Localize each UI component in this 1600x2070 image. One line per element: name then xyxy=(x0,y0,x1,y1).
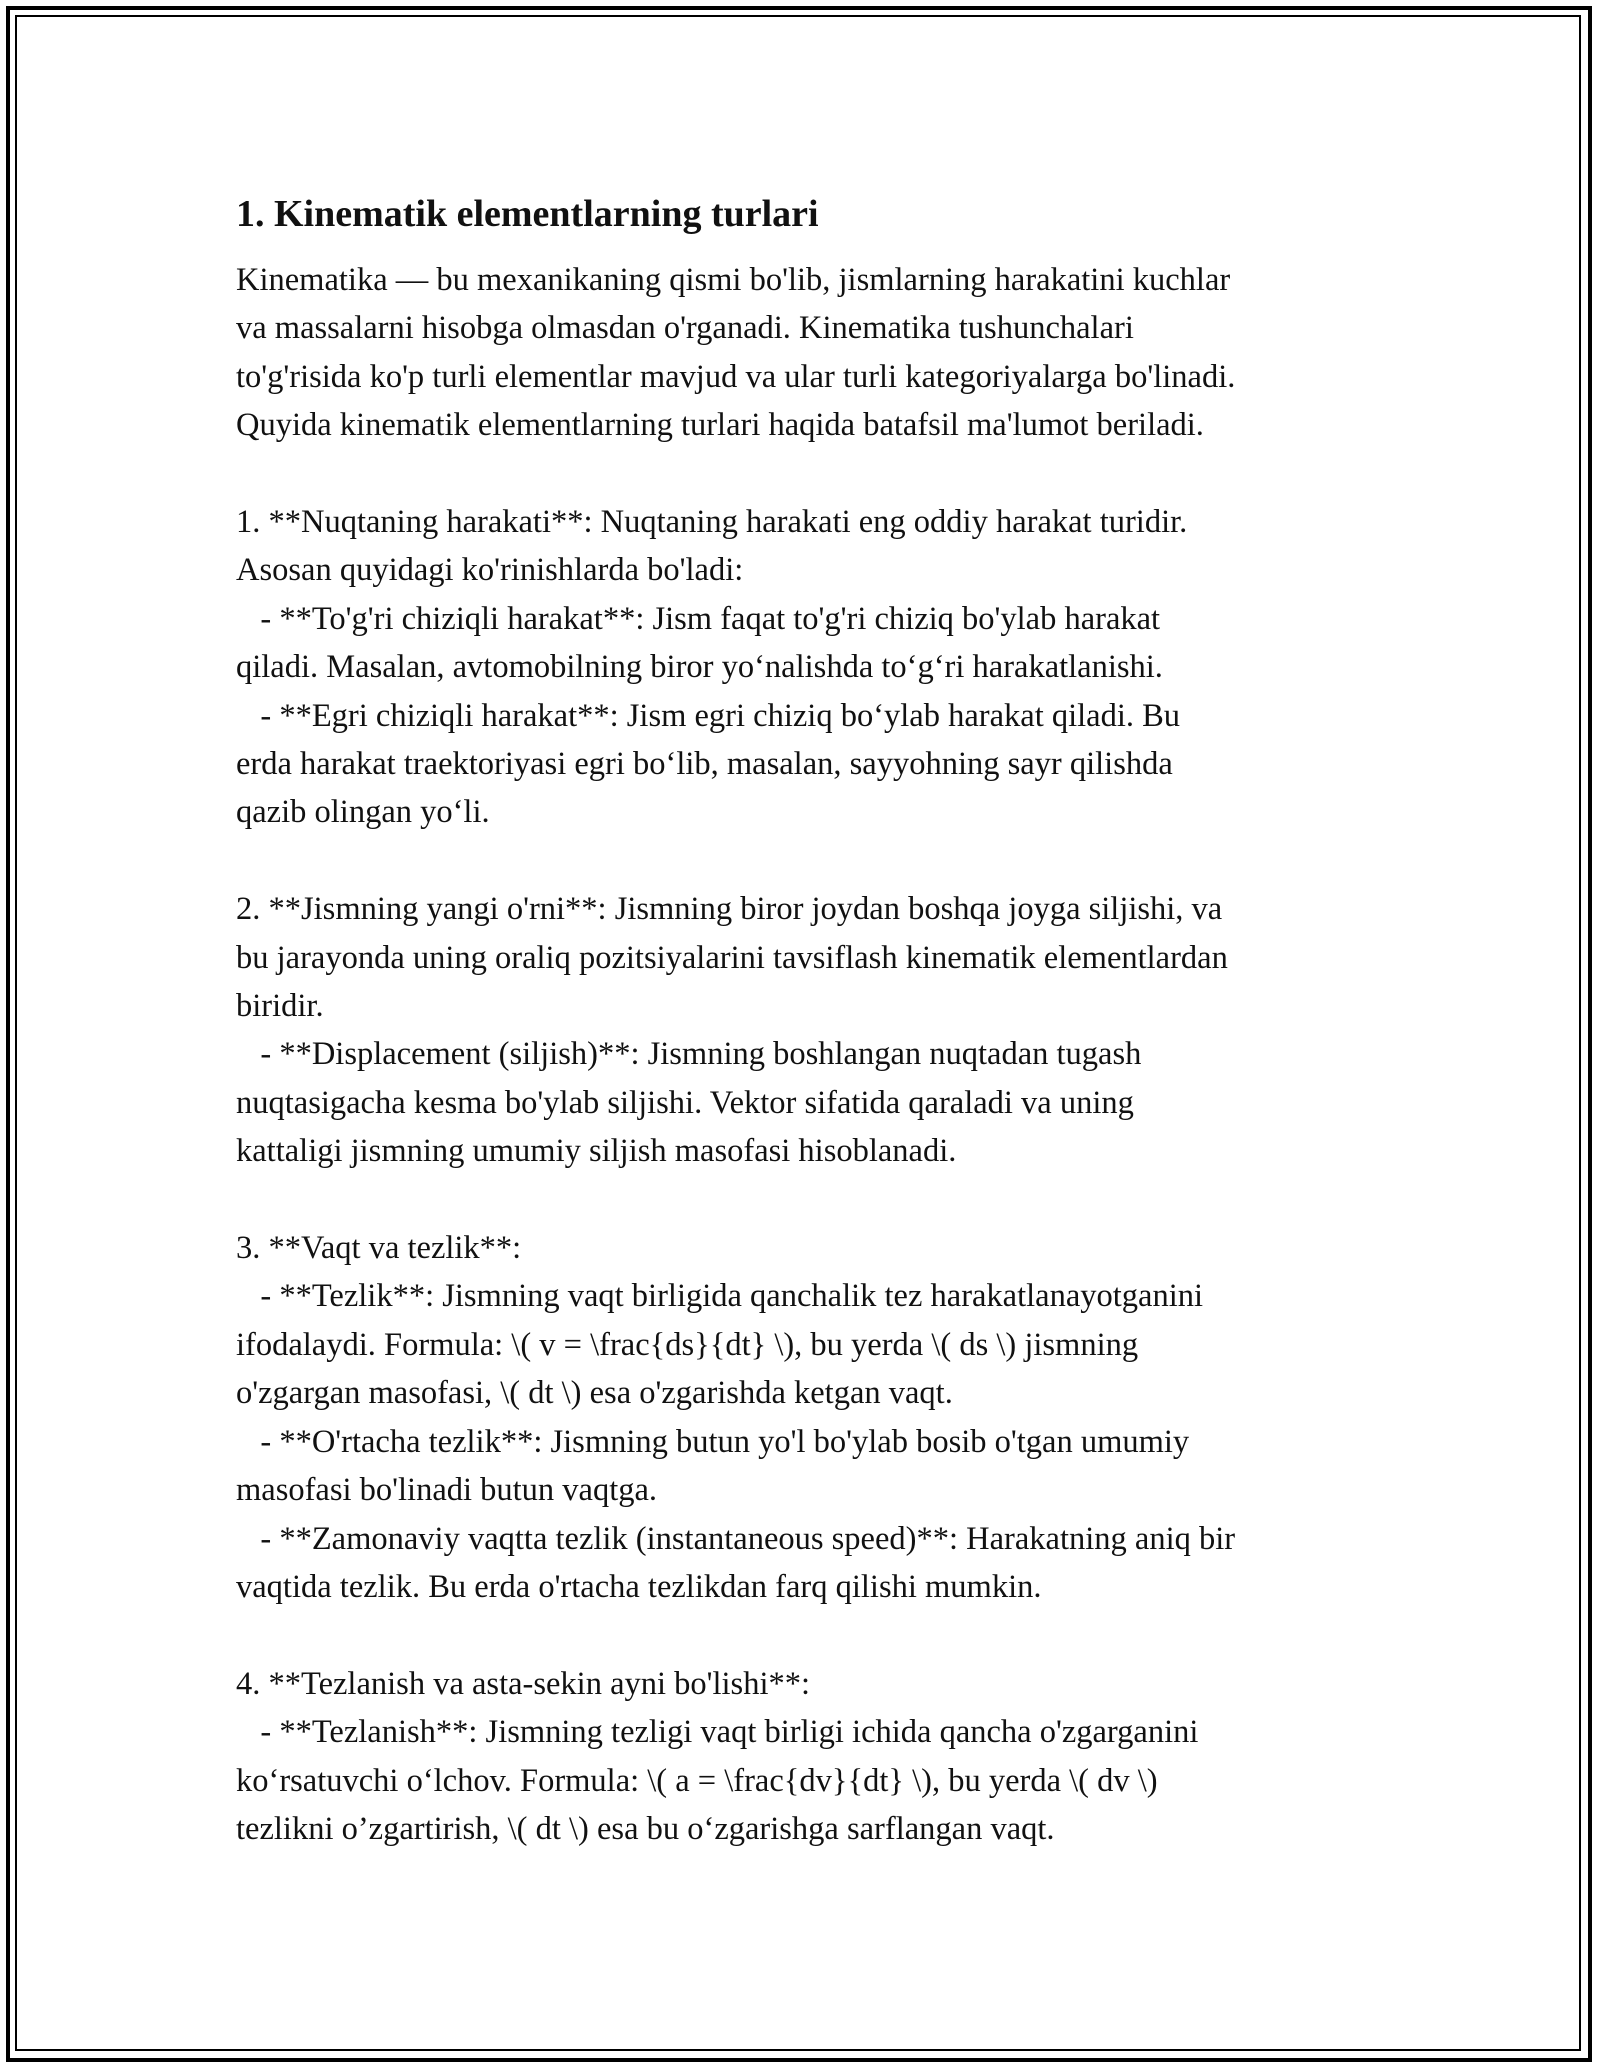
section-new-position: 2. **Jismning yangi o'rni**: Jismning biror joydan boshqa joyga siljishi, va bu jarayonda uning oraliq pozitsiyalarini tavsiflash kinematik elementlardan biridir. - **Displacement (siljish)**: Jismning boshlangan nuqtadan tugash nuqtasigacha kesma bo'ylab siljishi. Vektor sifatida qaraladi va uning kattaligi jismning umumiy siljish masofasi hisoblanadi. xyxy=(236,891,1228,1170)
intro-paragraph: Kinematika — bu mexanikaning qismi bo'lib, jismlarning harakatini kuchlar va massalarni hisobga olmasdan o'rganadi. Kinematika tushunchalari to'g'risida ko'p turli elementlar mavjud va ular turli kategoriyalarga bo'linadi. Quyida kinematik elementlarning turlari haqida batafsil ma'lumot beriladi. xyxy=(236,262,1236,444)
document-heading: 1. Kinematik elementlarning turlari xyxy=(236,193,819,235)
section-time-and-speed: 3. **Vaqt va tezlik**: - **Tezlik**: Jismning vaqt birligida qanchalik tez harakatlanayotganini ifodalaydi. Formula: \( v = \frac{ds}{dt} \), bu yerda \( ds \) jismning o'zgargan masofasi, \( dt \) esa o'zgarishda ketgan vaqt. - **O'rtacha tezlik**: Jismning butun yo'l bo'ylab bosib o'tgan umumiy masofasi bo'linadi butun vaqtga. - **Zamonaviy vaqtta tezlik (instantaneous speed)**: Harakatning aniq bir vaqtida tezlik. Bu erda o'rtacha tezlikdan farq qilishi mumkin. xyxy=(236,1230,1236,1605)
section-point-motion: 1. **Nuqtaning harakati**: Nuqtaning harakati eng oddiy harakat turidir. Asosan quyidagi ko'rinishlarda bo'ladi: - **To'g'ri chiziqli harakat**: Jism faqat to'g'ri chiziq bo'ylab harakat qiladi. Masalan, avtomobilning biror yo‘nalishda to‘g‘ri harakatlanishi. - **Egri chiziqli harakat**: Jism egri chiziq bo‘ylab harakat qiladi. Bu erda harakat traektoriyasi egri bo‘lib, masalan, sayyohning sayr qilishda qazib olingan yo‘li. xyxy=(236,504,1188,831)
section-acceleration: 4. **Tezlanish va asta-sekin ayni bo'lishi**: - **Tezlanish**: Jismning tezligi vaqt birligi ichida qancha o'zgarganini ko‘rsatuvchi o‘lchov. Formula: \( a = \frac{dv}{dt} \), bu yerda \( dv \) tezlikni o’zgartirish, \( dt \) esa bu o‘zgarishga sarflangan vaqt. xyxy=(236,1665,1199,1847)
document-body xyxy=(236,186,1376,1853)
